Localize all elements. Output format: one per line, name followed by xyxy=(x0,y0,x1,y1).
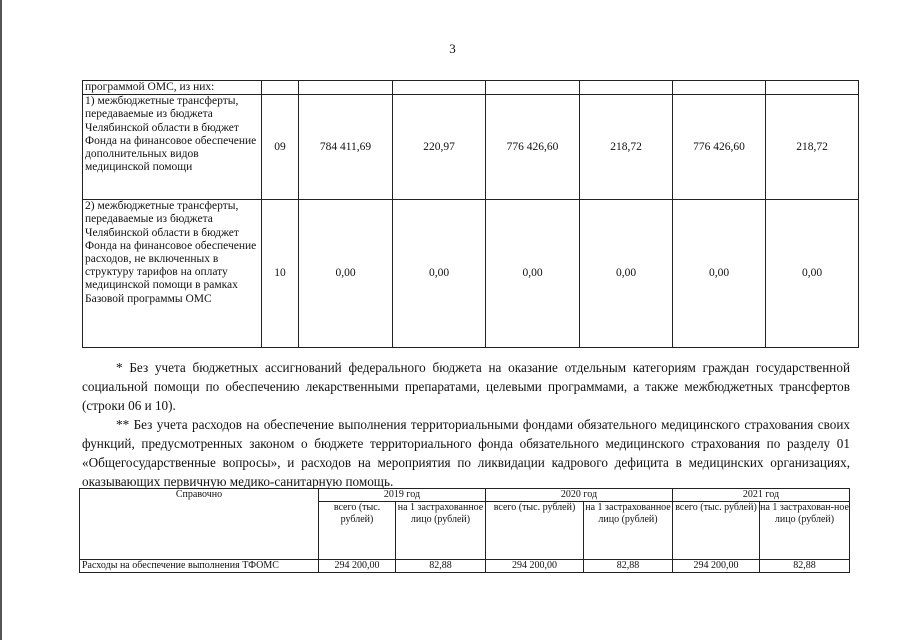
value-cell: 0,00 xyxy=(393,200,486,348)
value-cell: 776 426,60 xyxy=(673,95,766,200)
year-header: 2019 год xyxy=(319,489,486,502)
empty-cell xyxy=(766,81,859,95)
table-row xyxy=(80,560,850,573)
reference-row-label: Расходы на обеспечение выполнения ТФОМС xyxy=(80,560,319,573)
empty-cell xyxy=(299,81,393,95)
reference-header-label: Справочно xyxy=(80,489,319,560)
value-cell: 784 411,69 xyxy=(299,95,393,200)
value-cell: 294 200,00 xyxy=(673,560,760,573)
subheader-cell: на 1 застрахованное лицо (рублей) xyxy=(584,502,673,560)
table-row xyxy=(83,200,859,348)
value-cell: 218,72 xyxy=(766,95,859,200)
value-cell: 0,00 xyxy=(673,200,766,348)
value-cell: 82,88 xyxy=(396,560,486,573)
value-cell: 294 200,00 xyxy=(486,560,584,573)
table-row xyxy=(83,95,859,200)
empty-cell xyxy=(262,81,299,95)
value-cell: 294 200,00 xyxy=(319,560,396,573)
table-row xyxy=(83,81,859,95)
value-cell: 218,72 xyxy=(580,95,673,200)
subheader-cell: на 1 застрахованное лицо (рублей) xyxy=(396,502,486,560)
year-header: 2021 год xyxy=(673,489,850,502)
page-number: 3 xyxy=(449,41,456,56)
subheader-cell: всего (тыс. рублей) xyxy=(486,502,584,560)
footnote-2: ** Без учета расходов на обеспечение выполнения территориальными фондами обязательного медицинского страхования своих функций, предусмотренных законом о бюджете территориального фонда обязательного медицинского страхования по разделу 01 «Общегосударственные вопросы», и расходов на мероприятия по ликвидации кадрового дефицита в медицинских организациях, оказывающих первичную медико-санитарную помощь. xyxy=(82,417,850,489)
empty-cell xyxy=(580,81,673,95)
value-cell: 776 426,60 xyxy=(486,95,580,200)
empty-cell xyxy=(673,81,766,95)
year-header: 2020 год xyxy=(486,489,673,502)
budget-table xyxy=(82,80,859,348)
table-row xyxy=(80,489,850,502)
empty-cell xyxy=(393,81,486,95)
row-description: 2) межбюджетные трансферты, передаваемые из бюджета Челябинской области в бюджет Фонда на финансовое обеспечение расходов, не включенных в структуру тарифов на оплату медицинской помощи в рамках Базовой программы ОМС xyxy=(83,200,262,348)
value-cell: 0,00 xyxy=(299,200,393,348)
subheader-cell: всего (тыс. рублей) xyxy=(319,502,396,560)
subheader-cell: на 1 застрахован-ное лицо (рублей) xyxy=(760,502,850,560)
subheader-cell: всего (тыс. рублей) xyxy=(673,502,760,560)
value-cell: 0,00 xyxy=(580,200,673,348)
footnotes xyxy=(82,358,850,491)
value-cell: 82,88 xyxy=(760,560,850,573)
continuation-text: программой ОМС, из них: xyxy=(83,81,262,95)
value-cell: 0,00 xyxy=(766,200,859,348)
value-cell: 0,00 xyxy=(486,200,580,348)
reference-table xyxy=(79,488,850,573)
row-code: 10 xyxy=(262,200,299,348)
footnote-1: * Без учета бюджетных ассигнований федерального бюджета на оказание отдельным категориям граждан государственной социальной помощи по обеспечению лекарственными препаратами, целевыми программами, а также межбюджетных трансфертов (строки 06 и 10). xyxy=(82,360,850,413)
value-cell: 220,97 xyxy=(393,95,486,200)
row-code: 09 xyxy=(262,95,299,200)
page-left-edge xyxy=(0,0,2,640)
value-cell: 82,88 xyxy=(584,560,673,573)
row-description: 1) межбюджетные трансферты, передаваемые из бюджета Челябинской области в бюджет Фонда на финансовое обеспечение дополнительных видов медицинской помощи xyxy=(83,95,262,200)
empty-cell xyxy=(486,81,580,95)
